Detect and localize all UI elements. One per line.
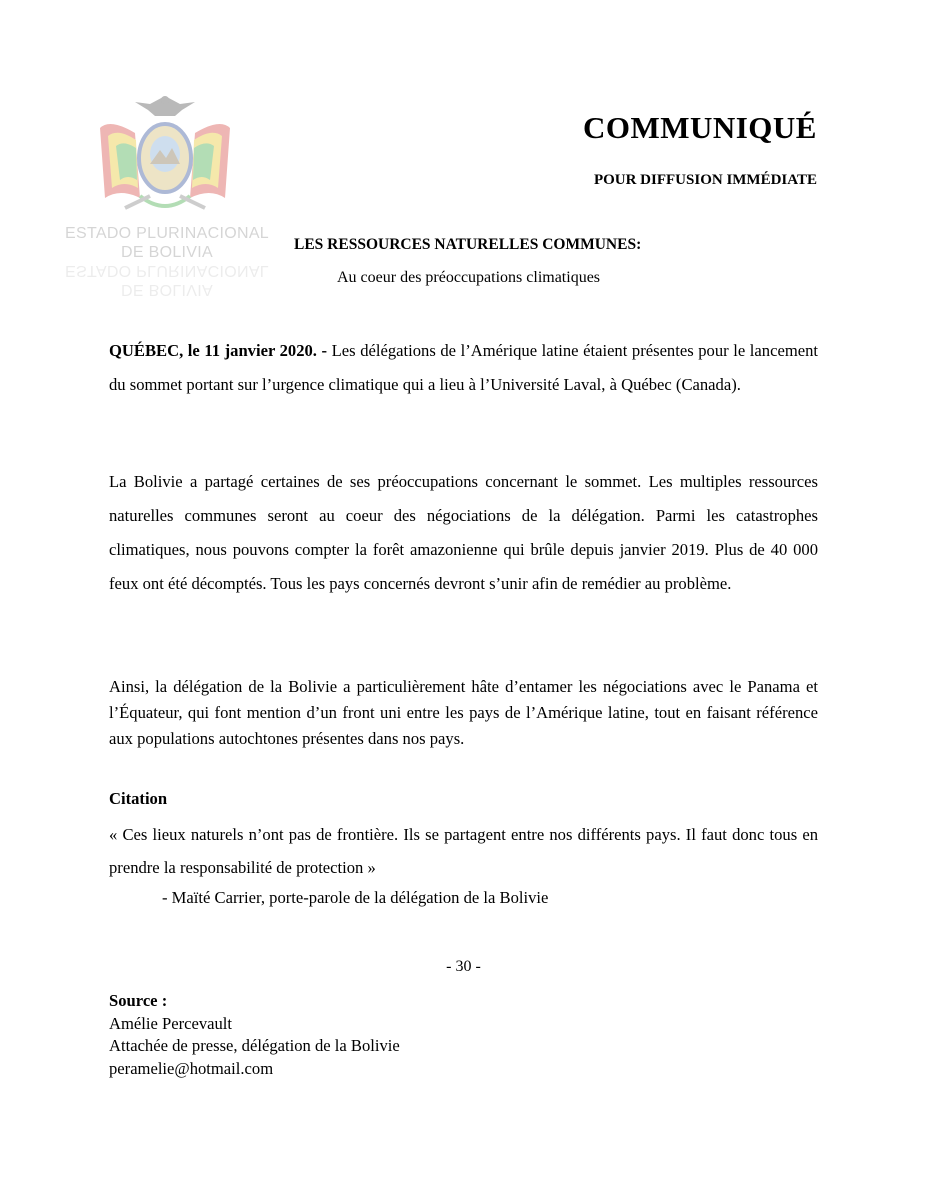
source-email[interactable]: peramelie@hotmail.com xyxy=(109,1058,274,1078)
emblem-text-line2: DE BOLIVIA xyxy=(121,244,213,261)
coat-of-arms-icon xyxy=(80,88,250,223)
source-name: Amélie Percevault xyxy=(109,1013,233,1033)
emblem-text-line1: ESTADO PLURINACIONAL xyxy=(65,225,269,242)
release-notice: POUR DIFFUSION IMMÉDIATE xyxy=(593,172,817,188)
page-number: - 30 - xyxy=(446,958,481,975)
coat-of-arms-emblem xyxy=(62,88,272,318)
shield-sky xyxy=(150,136,180,172)
source-role: Attachée de presse, délégation de la Bolivie xyxy=(109,1036,400,1055)
paragraph-concerns: La Bolivie a partagé certaines de ses préoccupations concernant le sommet. Les multiples ressources naturelles communes seront au coeur des négociations de la délégation. Parmi les catastrophes climatiques, nous pouvons compter la forêt amazonienne qui brûle depuis janvier 2019. Plus de 40 000 feux ont été décomptés. Tous les pays concernés devront s’unir afin de remédier au problème. xyxy=(109,472,818,593)
emblem-reflection-line1: ESTADO PLURINACIONAL xyxy=(65,262,269,279)
citation-attribution: - Maïté Carrier, porte-parole de la délégation de la Bolivie xyxy=(162,888,549,907)
paragraph-negotiations: Ainsi, la délégation de la Bolivie a particulièrement hâte d’entamer les négociations avec le Panama et l’Équateur, qui font mention d’un front uni entre les pays de l’Amérique latine, tout en faisant référence aux populations autochtones présentes dans nos pays. xyxy=(109,677,818,748)
paragraph-intro xyxy=(109,334,818,401)
source-heading: Source : xyxy=(109,991,168,1010)
emblem-reflection-line2: DE BOLIVIA xyxy=(121,281,213,298)
headline-subtitle: Au coeur des préoccupations climatiques xyxy=(337,269,601,286)
dateline: QUÉBEC, le 11 janvier 2020. - xyxy=(109,341,328,360)
emblem-reflection xyxy=(62,261,272,299)
communique-title: COMMUNIQUÉ xyxy=(582,110,817,145)
headline-title: LES RESSOURCES NATURELLES COMMUNES: xyxy=(294,236,642,253)
paragraph-intro-text: Les délégations de l’Amérique latine étaient présentes pour le lancement du sommet portant sur l’urgence climatique qui a lieu à l’Université Laval, à Québec (Canada). xyxy=(109,341,818,394)
condor-head xyxy=(161,96,169,104)
source-block xyxy=(109,990,400,1080)
citation-heading: Citation xyxy=(109,789,168,808)
citation-quote: « Ces lieux naturels n’ont pas de frontière. Ils se partagent entre nos différents pays. Il faut donc tous en prendre la responsabilité de protection » xyxy=(109,825,818,877)
